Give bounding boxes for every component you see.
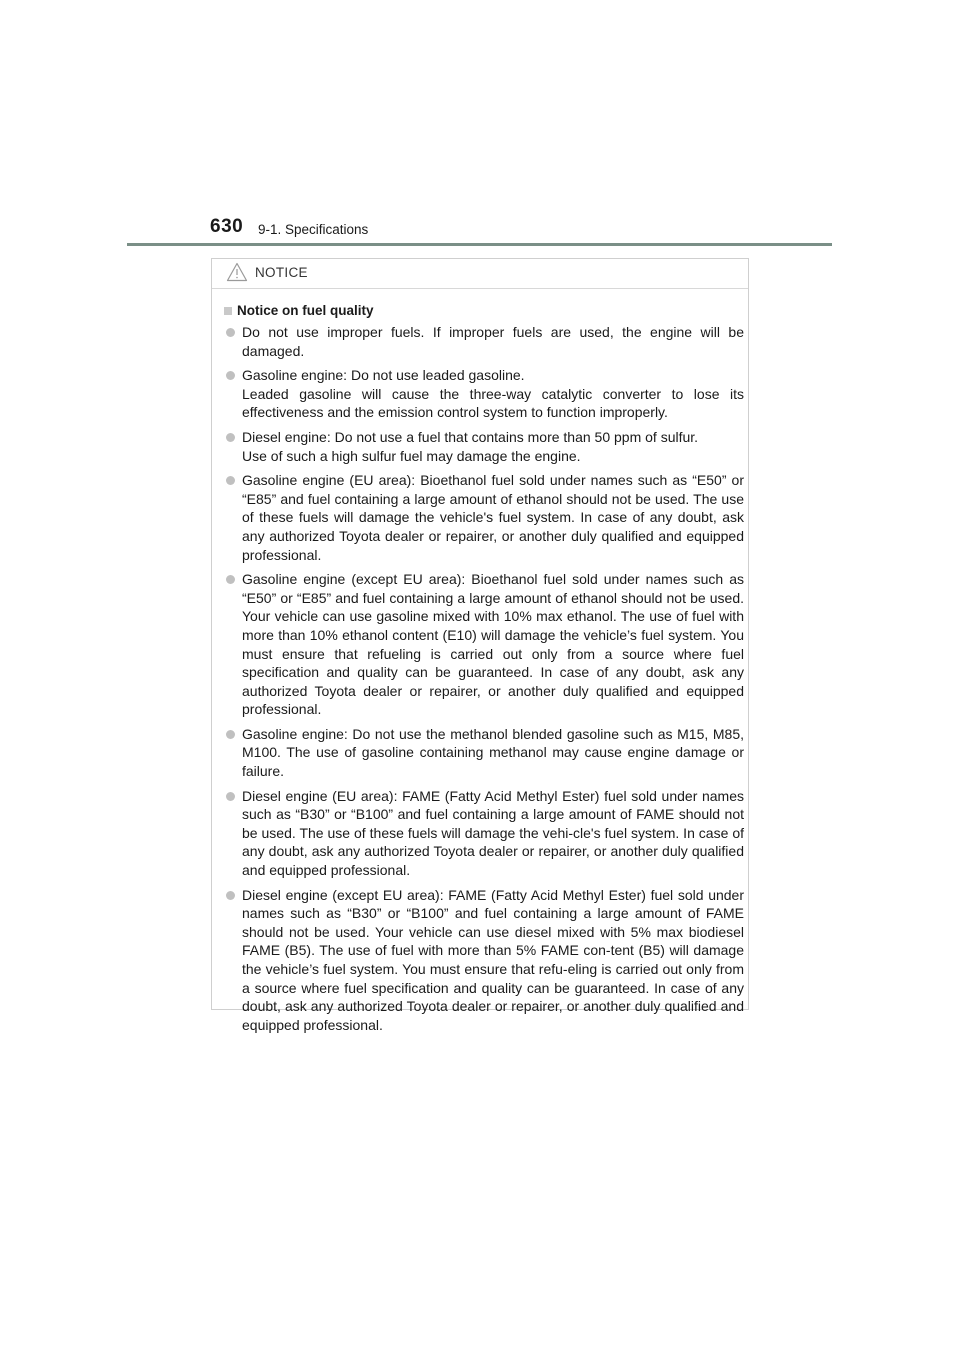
bullet-icon	[226, 328, 235, 337]
list-item-text: Diesel engine: Do not use a fuel that contains more than 50 ppm of sulfur. Use of such a high sulfur fuel may damage the engine.	[242, 428, 699, 464]
notice-subheading	[222, 302, 744, 319]
notice-body	[212, 288, 750, 1040]
notice-header	[212, 259, 748, 289]
list-item	[222, 366, 744, 422]
list-item-text: Gasoline engine (except EU area): Bioethanol fuel sold under names such as “E50” or “E85” and fuel containing a large amount of ethanol should not be used. Your vehicle can use gasoline mixed with 10% max ethanol. The use of fuel with more than 10% ethanol content (E10) will damage the vehicle’s fuel system. You must ensure that refueling is carried out only from a source where fuel specification and quality can be guaranteed. In case of any doubt, ask any authorized Toyota dealer or repairer, or another duly qualified and equipped professional.	[242, 571, 744, 718]
list-item-text: Diesel engine (EU area): FAME (Fatty Acid Methyl Ester) fuel sold under names such as “B30” or “B100” and fuel containing a large amount of FAME should not be used. The use of these fuels will damage the vehi-cle's fuel system. In case of any doubt, ask any authorized Toyota dealer or repairer, or another duly qualified and equipped professional.	[242, 787, 744, 879]
list-item-text: Do not use improper fuels. If improper fuels are used, the engine will be damaged.	[242, 324, 744, 359]
bullet-icon	[226, 476, 235, 485]
bullet-icon	[226, 891, 235, 900]
list-item	[222, 428, 744, 465]
list-item-text: Gasoline engine: Do not use the methanol blended gasoline such as M15, M85, M100. The use of gasoline containing methanol may cause engine damage or failure.	[242, 725, 744, 780]
bullet-icon	[226, 575, 235, 584]
bullet-icon	[226, 730, 235, 739]
list-item-text: Diesel engine (except EU area): FAME (Fatty Acid Methyl Ester) fuel sold under names such as “B30” or “B100” and fuel containing a large amount of FAME should not be used. Your vehicle can use diesel mixed with 5% max biodiesel FAME (B5). The use of fuel with more than 5% FAME con-tent (B5) will damage the vehicle’s fuel system. You must ensure that refu-eling is carried out only from a source where fuel specification and quality can be guaranteed. In case of any doubt, ask any authorized Toyota dealer or repairer, or another duly qualified and equipped professional.	[242, 886, 744, 1033]
header-divider	[127, 243, 832, 246]
bullet-icon	[226, 792, 235, 801]
warning-triangle-icon	[226, 262, 248, 282]
notice-box	[211, 258, 749, 1033]
list-item	[222, 471, 744, 564]
list-item	[222, 725, 744, 781]
list-item	[222, 787, 744, 880]
list-item-text: Gasoline engine (EU area): Bioethanol fuel sold under names such as “E50” or “E85” and fuel containing a large amount of ethanol should not be used. The use of these fuels will damage the vehicle's fuel system. In case of any doubt, ask any authorized Toyota dealer or repairer, or another duly qualified and equipped professional.	[242, 472, 744, 563]
list-item	[222, 323, 744, 360]
list-item	[222, 886, 744, 1035]
list-item-text: Gasoline engine: Do not use leaded gasoline. Leaded gasoline will cause the three-way catalytic converter to lose its effectiveness and the emission control system to function improperly.	[242, 367, 744, 421]
subheading-text: Notice on fuel quality	[237, 303, 374, 318]
list-item	[222, 570, 744, 719]
square-bullet-icon	[224, 307, 232, 315]
bullet-icon	[226, 371, 235, 380]
bullet-icon	[226, 433, 235, 442]
notice-list	[222, 323, 744, 1034]
section-title: 9-1. Specifications	[258, 222, 369, 237]
page-number: 630	[210, 216, 244, 237]
notice-label: NOTICE	[255, 265, 308, 280]
